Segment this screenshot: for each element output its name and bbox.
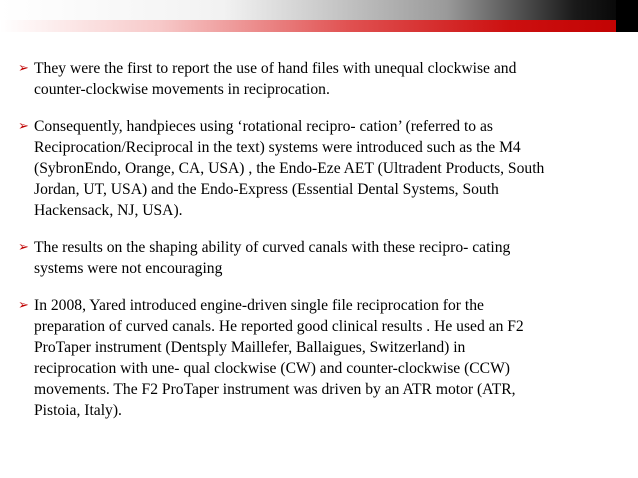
bullet-text: The results on the shaping ability of curved canals with these recipro- cating systems were not encouraging [34, 239, 511, 277]
bullet-item [18, 237, 603, 279]
bullet-text: Consequently, handpieces using ‘rotational recipro- cation’ (referred to as Reciprocation/Reciprocal in the text) systems were introduced such as the M4 (SybronEndo, Orange, CA, USA) , the Endo-Eze AET (Ultradent Products, South Jordan, UT, USA) and the Endo-Express (Essential Dental Systems, South Hackensack, NJ, USA). [34, 118, 545, 219]
bullet-text: In 2008, Yared introduced engine-driven single file reciprocation for the preparation of curved canals. He reported good clinical results . He used an F2 ProTaper instrument (Dentsply Maillefer, Ballaigues, Switzerland) in reciprocation with une- qual clockwise (CW) and counter-clockwise (CCW) movements. The F2 ProTaper instrument was driven by an ATR motor (ATR, Pistoia, Italy). [34, 297, 524, 419]
arrow-bullet-icon: ➢ [18, 119, 29, 134]
arrow-bullet-icon: ➢ [18, 298, 29, 313]
bullet-item [18, 295, 603, 421]
bullet-item [18, 58, 603, 100]
arrow-bullet-icon: ➢ [18, 61, 29, 76]
bullet-text: They were the first to report the use of hand files with unequal clockwise and counter-clockwise movements in reciprocation. [34, 60, 517, 98]
arrow-bullet-icon: ➢ [18, 240, 29, 255]
header-decorative-band [0, 0, 638, 42]
bullet-item [18, 116, 603, 221]
header-black-stripe [0, 0, 638, 20]
header-red-stripe [0, 20, 638, 32]
header-dark-corner [616, 0, 638, 32]
bullet-list [18, 58, 603, 437]
